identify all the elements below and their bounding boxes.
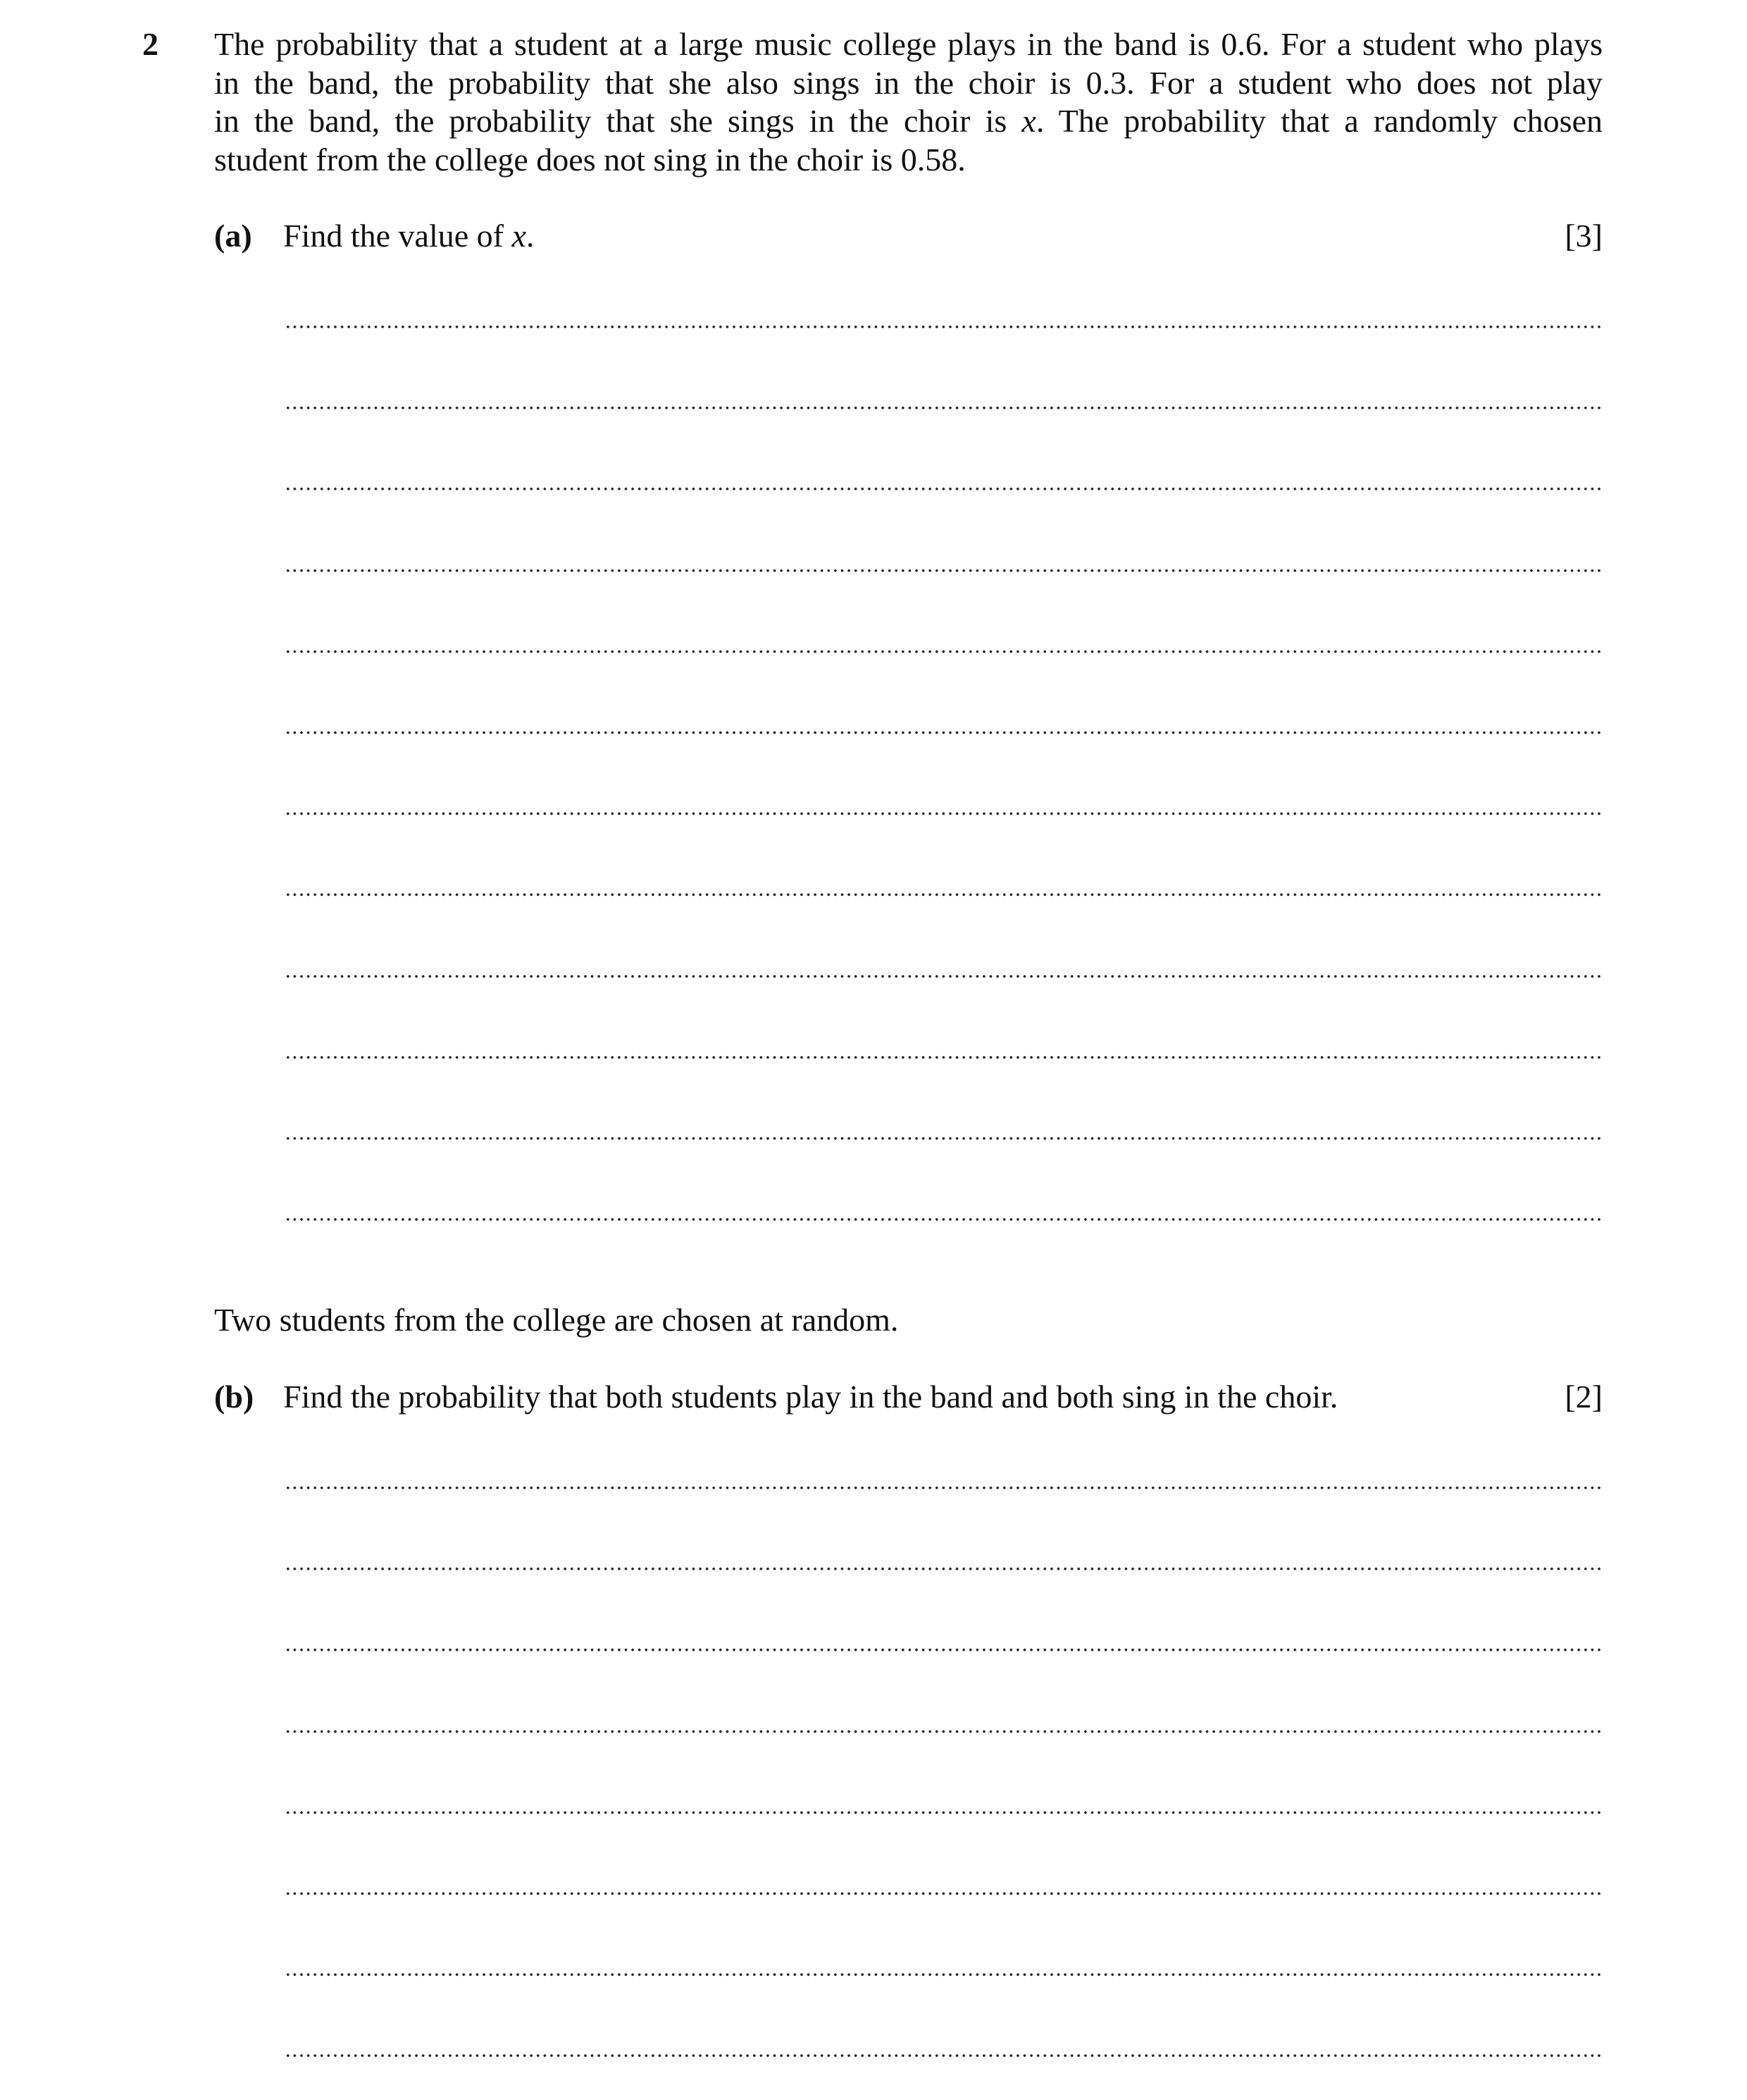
- part-b-answer-line[interactable]: [285, 1567, 1602, 1570]
- part-b-answer-line[interactable]: [285, 1648, 1602, 1651]
- stem-line-1: The probability that a student at a large music college plays in the band is 0.6. For a student who plays: [214, 26, 1603, 62]
- part-b-answer-line[interactable]: [285, 1486, 1602, 1489]
- part-b-answer-line[interactable]: [285, 1892, 1602, 1895]
- part-a-text-before: Find the value of: [283, 218, 512, 254]
- variable-x: x: [1021, 103, 1036, 139]
- part-a-answer-line[interactable]: [285, 569, 1602, 572]
- part-b-answer-line[interactable]: [285, 2054, 1602, 2057]
- part-a-answer-line[interactable]: [285, 812, 1602, 815]
- part-b-answer-line[interactable]: [285, 1973, 1602, 1976]
- part-a-question: [214, 217, 1603, 255]
- part-a-answer-line[interactable]: [285, 325, 1602, 328]
- part-a-text: [283, 217, 534, 255]
- part-a-answer-line[interactable]: [285, 406, 1602, 409]
- part-a-answer-line[interactable]: [285, 1137, 1602, 1140]
- question-number: 2: [142, 26, 158, 62]
- part-a-marks: [3]: [1565, 218, 1603, 254]
- part-b-label: (b): [214, 1379, 254, 1415]
- part-a-text-after: .: [526, 218, 535, 254]
- stem-line-3-part-1: in the band, the probability that she sings in the choir is: [214, 103, 1022, 139]
- part-a-answer-line[interactable]: [285, 975, 1602, 978]
- part-a-answer-line[interactable]: [285, 1218, 1602, 1221]
- part-b-text: Find the probability that both students play in the band and both sing in the choir.: [283, 1379, 1338, 1415]
- part-b-answer-line[interactable]: [285, 1730, 1602, 1733]
- stem-line-3-part-2: . The probability that a randomly chosen: [1036, 103, 1603, 139]
- part-a-label: (a): [214, 218, 252, 254]
- part-a-variable-x: x: [511, 218, 526, 254]
- question-stem: [214, 25, 1603, 179]
- part-b-answer-line[interactable]: [285, 1811, 1602, 1814]
- part-b-marks: [2]: [1565, 1379, 1603, 1415]
- part-a-answer-line[interactable]: [285, 893, 1602, 896]
- stem-line-4: student from the college does not sing in the choir is 0.58.: [214, 141, 966, 178]
- part-b-intro: Two students from the college are chosen at random.: [214, 1302, 899, 1338]
- stem-line-2: in the band, the probability that she also sings in the choir is 0.3. For a student who does not play: [214, 64, 1603, 101]
- part-a-answer-line[interactable]: [285, 487, 1602, 490]
- stem-line-3: [214, 102, 1603, 141]
- part-a-answer-line[interactable]: [285, 1056, 1602, 1059]
- part-a-answer-line[interactable]: [285, 731, 1602, 734]
- part-b-question: [214, 1378, 1603, 1416]
- part-a-answer-line[interactable]: [285, 650, 1602, 653]
